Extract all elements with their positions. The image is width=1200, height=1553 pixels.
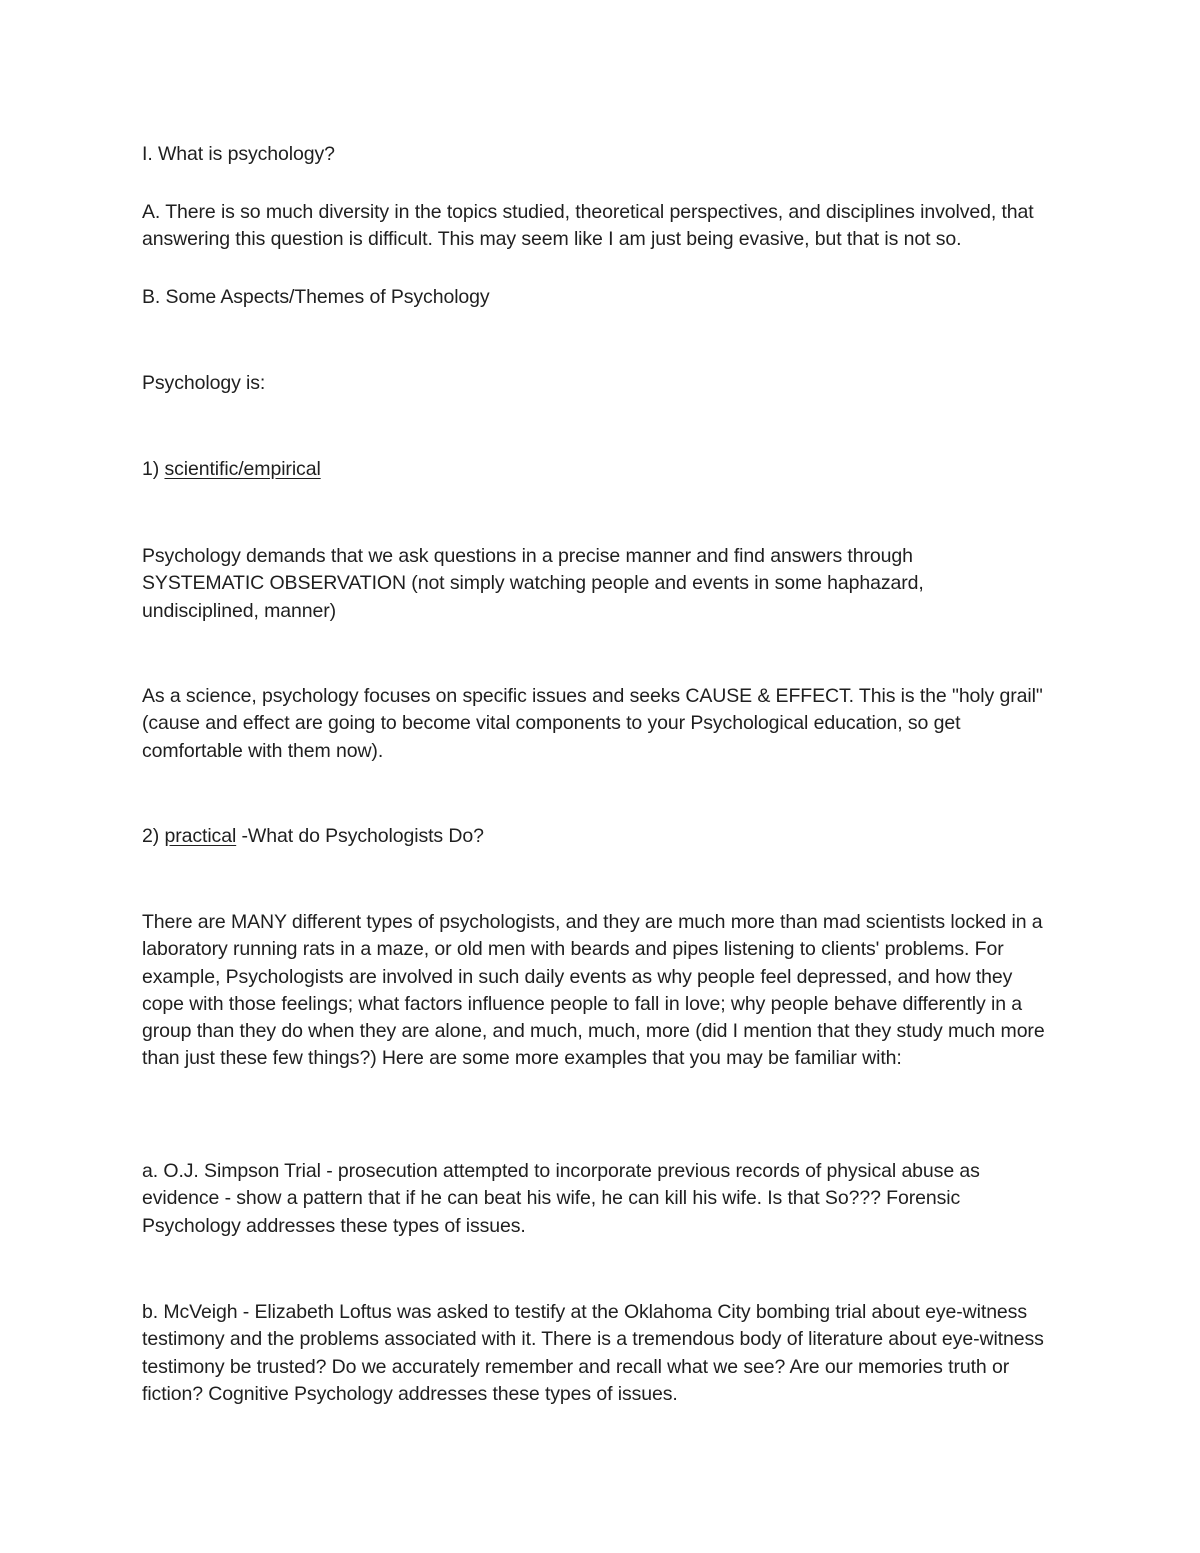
paragraph-a: A. There is so much diversity in the topics studied, theoretical perspectives, and disciplines involved, that answering this question is difficult. This may seem like I am just being evasive, but that is not so. [142,201,1034,251]
example-b-paragraph: b. McVeigh - Elizabeth Loftus was asked to testify at the Oklahoma City bombing trial about eye-witness testimony and the problems associated with it. There is a tremendous body of literature about eye-witness testimony be trusted? Do we accurately remember and recall what we see? Are our memories truth or fiction? Cognitive Psychology addresses these types of issues. [142,1301,1044,1405]
item-1-prefix: 1) [142,458,165,480]
many-types-paragraph: There are MANY different types of psychologists, and they are much more than mad scientists locked in a laboratory running rats in a maze, or old men with beards and pipes listening to clients' problems. For example, Psychologists are involved in such daily events as why people feel depressed, and how they cope with those feelings; what factors influence people to fall in love; why people behave differently in a group than they do when they are alone, and much, much, more (did I mention that they study much more than just these few things?) Here are some more examples that you may be familiar with: [142,911,1045,1070]
item-2-term: practical [164,825,237,847]
systematic-paragraph: Psychology demands that we ask questions in a precise manner and find answers through SYSTEMATIC OBSERVATION (not simply watching people and events in some haphazard, undisciplined, manner) [142,545,924,622]
example-a-paragraph: a. O.J. Simpson Trial - prosecution attempted to incorporate previous records of physical abuse as evidence - show a pattern that if he can beat his wife, he can kill his wife. Is that So??? Forensic Psychology addresses these types of issues. [142,1160,980,1237]
item-2-suffix: -What do Psychologists Do? [236,825,484,847]
item-2 [142,823,1072,850]
science-paragraph: As a science, psychology focuses on specific issues and seeks CAUSE & EFFECT. This is the "holy grail" (cause and effect are going to become vital components to your Psychological education, so get comfortable with them now). [142,685,1043,762]
paragraph-b: B. Some Aspects/Themes of Psychology [142,286,490,308]
item-1 [142,456,1072,483]
psychology-is-label: Psychology is: [142,372,266,394]
item-1-term: scientific/empirical [164,458,321,480]
section-heading: I. What is psychology? [142,143,335,165]
item-2-prefix: 2) [142,825,165,847]
